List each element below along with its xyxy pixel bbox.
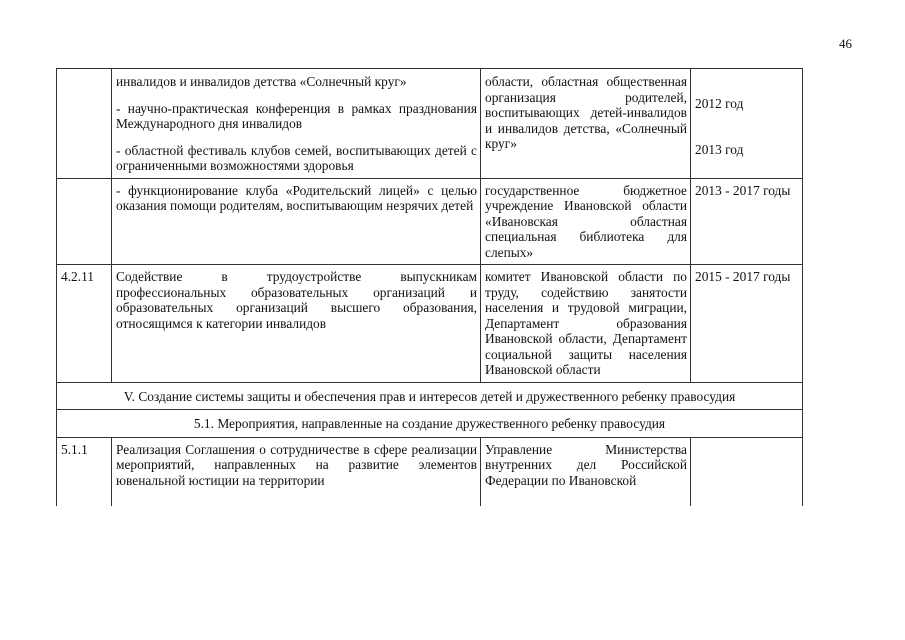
activity-line: - научно-практическая конференция в рамках празднования Международного дня инвалидов xyxy=(116,100,477,131)
cell-number xyxy=(57,178,112,265)
table-row xyxy=(57,178,803,265)
cell-activity: Реализация Соглашения о сотрудничестве в сфере реализации мероприятий, направленных на развитие элементов ювенальной юстиции на территории xyxy=(112,437,481,506)
cell-term xyxy=(691,69,803,179)
cell-executor: области, областная общественная организация родителей, воспитывающих детей-инвалидов и инвалидов детства, «Солнечный круг» xyxy=(481,69,691,179)
cell-term: 2013 - 2017 годы xyxy=(691,178,803,265)
section-heading-row xyxy=(57,382,803,410)
cell-number xyxy=(57,69,112,179)
cell-activity: - функционирование клуба «Родительский лицей» с целью оказания помощи родителям, воспитывающим незрячих детей xyxy=(112,178,481,265)
term-value: 2012 год xyxy=(695,96,744,111)
cell-executor: комитет Ивановской области по труду, содействию занятости населения и трудовой миграции, Департамент образования Ивановской области, Департамент социальной защиты населения Ивановской области xyxy=(481,265,691,383)
cell-executor: Управление Министерства внутренних дел Российской Федерации по Ивановской xyxy=(481,437,691,506)
table-row xyxy=(57,265,803,383)
section-heading: V. Создание системы защиты и обеспечения прав и интересов детей и дружественного ребенку правосудия xyxy=(57,382,803,410)
cell-executor: государственное бюджетное учреждение Ивановской области «Ивановская областная специальная библиотека для слепых» xyxy=(481,178,691,265)
cell-term: 2015 - 2017 годы xyxy=(691,265,803,383)
cell-number: 4.2.11 xyxy=(57,265,112,383)
activity-line: инвалидов и инвалидов детства «Солнечный круг» xyxy=(116,74,407,89)
cell-term xyxy=(691,437,803,506)
table-row xyxy=(57,437,803,506)
table-row xyxy=(57,69,803,179)
subsection-heading-row xyxy=(57,410,803,438)
cell-activity: Содействие в трудоустройстве выпускникам профессиональных образовательных организаций и образовательных организаций высшего образования, относящимся к категории инвалидов xyxy=(112,265,481,383)
cell-activity xyxy=(112,69,481,179)
term-value: 2013 год xyxy=(695,141,744,157)
page-number: 46 xyxy=(839,36,852,51)
cell-number: 5.1.1 xyxy=(57,437,112,506)
measures-table xyxy=(56,68,803,506)
activity-line: - областной фестиваль клубов семей, воспитывающих детей с ограниченными возможностями здоровья xyxy=(116,142,477,173)
subsection-heading: 5.1. Мероприятия, направленные на создание дружественного ребенку правосудия xyxy=(57,410,803,438)
